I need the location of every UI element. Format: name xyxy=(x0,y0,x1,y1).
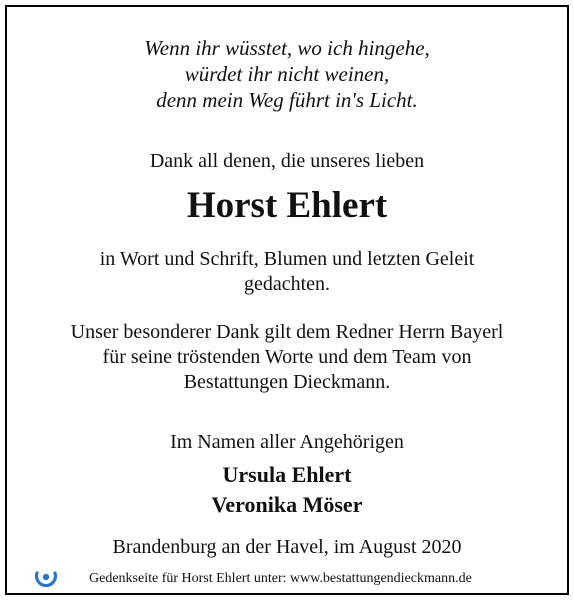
paragraph-line: gedachten. xyxy=(243,273,331,295)
signer-name: Veronika Möser xyxy=(211,492,363,517)
memorial-page-link[interactable]: Gedenkseite für Horst Ehlert unter: www.bestattungendieckmann.de xyxy=(89,571,472,586)
memorial-verse xyxy=(7,35,567,113)
memorial-logo-icon xyxy=(32,567,60,591)
paragraph-line: Unser besonderer Dank gilt dem Redner Herrn Bayerl xyxy=(70,321,504,343)
paragraph-line: Bestattungen Dieckmann. xyxy=(183,371,391,393)
paragraph-line: in Wort und Schrift, Blumen und letzten Geleit xyxy=(99,248,475,270)
verse-line: Wenn ihr wüsstet, wo ich hingehe, xyxy=(144,36,430,60)
on-behalf-line: Im Namen aller Angehörigen xyxy=(170,431,404,453)
thanks-paragraph xyxy=(7,247,567,297)
verse-line: denn mein Weg führt in's Licht. xyxy=(156,88,418,112)
special-thanks-paragraph xyxy=(7,320,567,395)
signer-name: Ursula Ehlert xyxy=(222,462,352,487)
footer xyxy=(7,567,567,591)
deceased-name: Horst Ehlert xyxy=(186,185,388,226)
verse-line: würdet ihr nicht weinen, xyxy=(184,62,390,86)
place-date: Brandenburg an der Havel, im August 2020 xyxy=(112,536,462,558)
paragraph-line: für seine tröstenden Worte und dem Team von xyxy=(102,346,472,368)
thanks-intro: Dank all denen, die unseres lieben xyxy=(149,150,425,172)
signers xyxy=(7,460,567,520)
obituary-card xyxy=(5,5,569,595)
